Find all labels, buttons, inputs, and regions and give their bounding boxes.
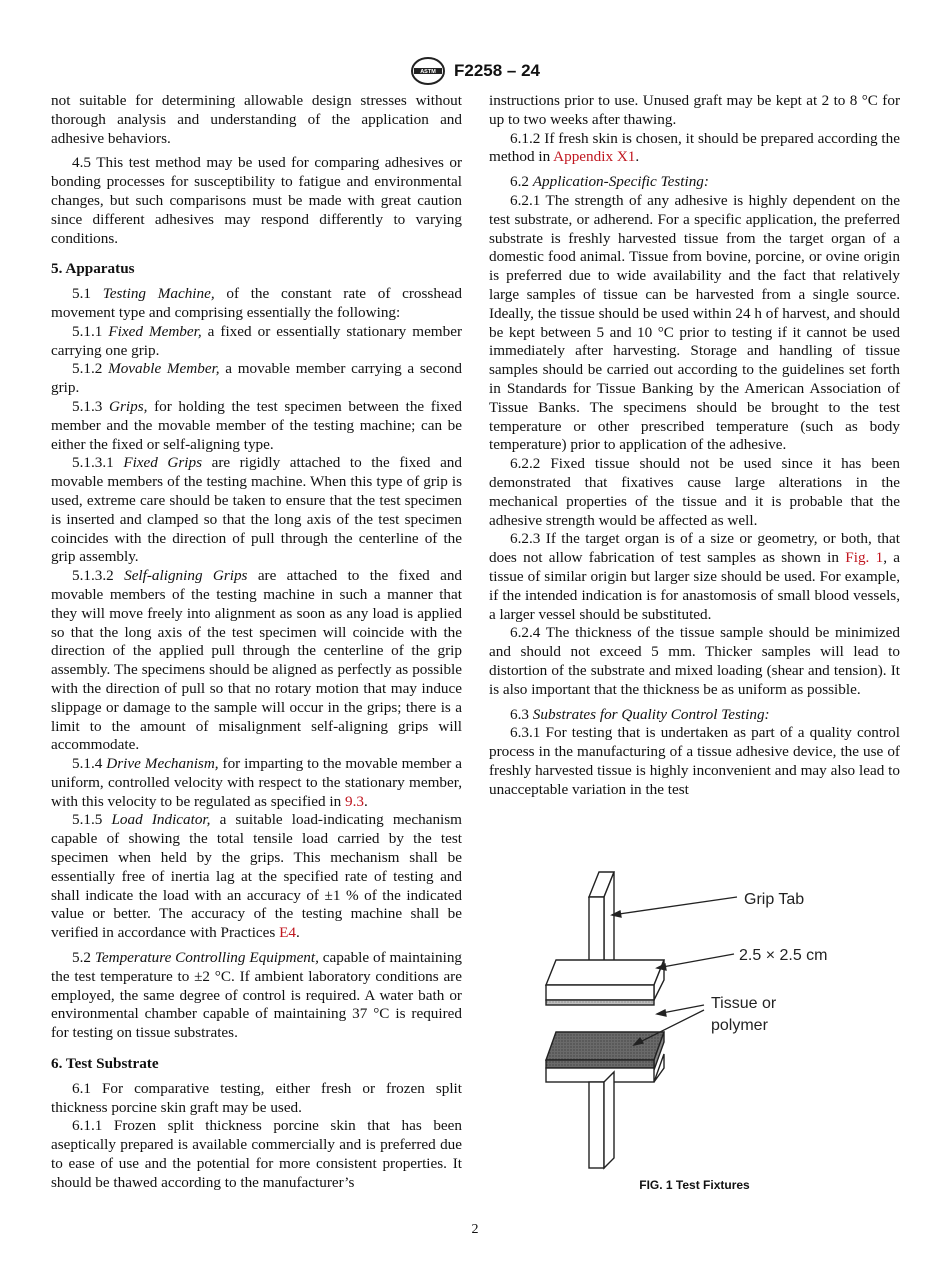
paragraph-5-2: 5.2 Temperature Controlling Equipment, capable of maintaining the test temperature to ±2 °C. If ambient laboratory conditions are employed, the same degree of control is required. A water bath or environmental chamber capable of maintaining 37 °C is required for testing on tissue substrates. bbox=[51, 949, 463, 1042]
lower-tab-side bbox=[604, 1072, 614, 1168]
paragraph-5-1-3-1: 5.1.3.1 Fixed Grips are rigidly attached to the fixed and movable members of the testing machine. When this type of grip is used, extreme care should be taken to ensure that the test specimen is inserted and clamped so that the long axis of the test specimen coincides with the direction of pull through the centerline of the grip assembly. bbox=[51, 454, 462, 566]
paragraph-6-1-2: 6.1.2 If fresh skin is chosen, it should be prepared according the method in Appendix X1. bbox=[489, 129, 900, 166]
paragraph-6-2-4: 6.2.4 The thickness of the tissue sample should be minimized and should not exceed 5 mm. Thicker samples will lead to distortion of the substrate and mixed loading (shear and tension). It is also important that the thickness be as uniform as possible. bbox=[489, 624, 900, 698]
upper-block-front bbox=[546, 985, 654, 1000]
paragraph-6-2-2: 6.2.2 Fixed tissue should not be used since it has been demonstrated that fixatives cause large alterations in the mechanical properties of the tissue and it is probable that the adhesive strength would be affected as well. bbox=[489, 455, 900, 529]
label-size: 2.5 × 2.5 cm bbox=[739, 947, 828, 964]
paragraph-5-1: 5.1 Testing Machine, of the constant rate of crosshead movement type and comprising essentially the following: bbox=[51, 285, 462, 321]
paragraph-6-1: 6.1 For comparative testing, either fresh or frozen split thickness porcine skin graft may be used. bbox=[51, 1079, 462, 1116]
lower-block-front bbox=[546, 1068, 654, 1082]
astm-logo-text: ASTM bbox=[420, 69, 436, 75]
paragraph-6-2-3: 6.2.3 If the target organ is of a size or geometry, or both, that does not allow fabrication of test samples as shown in Fig. 1, a tissue of similar origin but larger size should be used. For example, if the intended indication is for anastomosis of small blood vessels, a larger vessel should be substituted. bbox=[489, 530, 901, 623]
paragraph-6-2: 6.2 Application-Specific Testing: bbox=[510, 173, 709, 191]
page-header bbox=[0, 56, 950, 86]
paragraph-5-1-3-2: 5.1.3.2 Self-aligning Grips are attached to the fixed and movable members of the testing machine in such a manner that they will move freely into alignment as soon as any load is applied so that the long axis of the test specimen will coincide with the direction of the applied pull through the centerline of the grip assembly. The specimens should be aligned as perfectly as possible with the direction of pull so that no rotary motion that may induce slippage or damage to the sample will occur in the grips; there is a limit to the amount of misalignment self-aligning grips will accommodate. bbox=[51, 567, 463, 754]
link-appendix-x1[interactable]: Appendix X1 bbox=[553, 148, 636, 166]
test-fixture-diagram bbox=[489, 860, 900, 1175]
document-number: F2258 – 24 bbox=[453, 61, 540, 80]
paragraph-4-5: 4.5 This test method may be used for comparing adhesives or bonding processes for susceptibility to fatigue and environmental changes, but such comparisons must be made with great caution since different adhesives may respond differently to varying conditions. bbox=[51, 154, 462, 247]
link-9-3[interactable]: 9.3 bbox=[344, 792, 364, 810]
left-column bbox=[51, 92, 462, 1193]
figure-1 bbox=[489, 860, 900, 1200]
paragraph-6-3-1: 6.3.1 For testing that is undertaken as part of a quality control process in the manufacturing of a tissue adhesive device, the use of freshly harvested tissue is highly inconvenient and may also lead to unacceptable variation in the test bbox=[489, 724, 900, 798]
paragraph-6-2-1: 6.2.1 The strength of any adhesive is highly dependent on the test substrate, or adherend. For a specific application, the preferred substrate is freshly harvested tissue from the target organ of a domestic food animal. Tissue from bovine, porcine, or ovine origin is preferred due to wide availability and the fact that relatively large samples of tissue can be harvested from a single source. Ideally, the tissue should be used within 24 h of harvest, and should be kept between 5 and 10 °C prior to testing if it cannot be used immediately after harvesting. Storage and handling of tissue samples should be carried out according to the guidelines set forth in Standards for Tissue Banking by the American Association of Tissue Banks. The specimens should be brought to the test temperature or other prescribed temperature (such as body temperature) prior to application of the adhesive. bbox=[489, 191, 900, 454]
upper-adhesive-layer bbox=[546, 1000, 654, 1005]
paragraph-5-1-1: 5.1.1 Fixed Member, a fixed or essentially stationary member carrying one grip. bbox=[51, 322, 463, 359]
paragraph-5-1-3: 5.1.3 Grips, for holding the test specimen between the fixed member and the movable member of the testing machine; can be either the fixed or self-aligning type. bbox=[51, 397, 462, 453]
label-tissue-line-1: Tissue or bbox=[711, 995, 777, 1012]
section-6-heading: 6. Test Substrate bbox=[51, 1055, 159, 1073]
paragraph-5-1-2: 5.1.2 Movable Member, a movable member carrying a second grip. bbox=[51, 360, 463, 397]
paragraph-6-3: 6.3 Substrates for Quality Control Testing: bbox=[510, 705, 770, 723]
section-5-heading: 5. Apparatus bbox=[51, 260, 135, 278]
lower-tab-front bbox=[589, 1082, 604, 1168]
paragraph-5-1-5: 5.1.5 Load Indicator, a suitable load-indicating mechanism capable of showing the total tensile load carried by the test specimen when held by the grips. This mechanism shall be essentially free of inertia lag at the specified rate of testing and shall indicate the load with an accuracy of ±1 % of the indicated value or better. The accuracy of the testing machine shall be verified in accordance with Practices E4. bbox=[51, 811, 462, 942]
label-grip-tab: Grip Tab bbox=[744, 891, 805, 908]
paragraph-5-1-4: 5.1.4 Drive Mechanism, for imparting to the movable member a uniform, controlled velocity with respect to the stationary member, with this velocity to be regulated as specified in 9.3. bbox=[51, 755, 462, 810]
paragraph-continuation: not suitable for determining allowable design stresses without thorough analysis and understanding of the application and adhesive behaviors. bbox=[51, 92, 462, 147]
page-number: 2 bbox=[471, 1222, 479, 1237]
paragraph-6-1-1: 6.1.1 Frozen split thickness porcine skin that has been aseptically prepared is available commercially and is preferred due to ease of use and the potential for more consistent properties. It should be thawed according to the manufacturer’s bbox=[51, 1117, 462, 1191]
tissue-layer-top bbox=[546, 1032, 664, 1060]
right-column bbox=[489, 92, 900, 799]
upper-block-top bbox=[546, 960, 664, 985]
label-tissue-line-2: polymer bbox=[711, 1017, 768, 1034]
link-e4[interactable]: E4 bbox=[279, 924, 296, 942]
figure-caption: FIG. 1 Test Fixtures bbox=[639, 1178, 750, 1192]
link-fig-1[interactable]: Fig. 1 bbox=[845, 549, 884, 567]
tissue-layer-front bbox=[546, 1060, 654, 1068]
astm-logo-icon bbox=[410, 56, 446, 86]
paragraph-continuation-right: instructions prior to use. Unused graft may be kept at 2 to 8 °C for up to two weeks after thawing. bbox=[489, 92, 900, 128]
